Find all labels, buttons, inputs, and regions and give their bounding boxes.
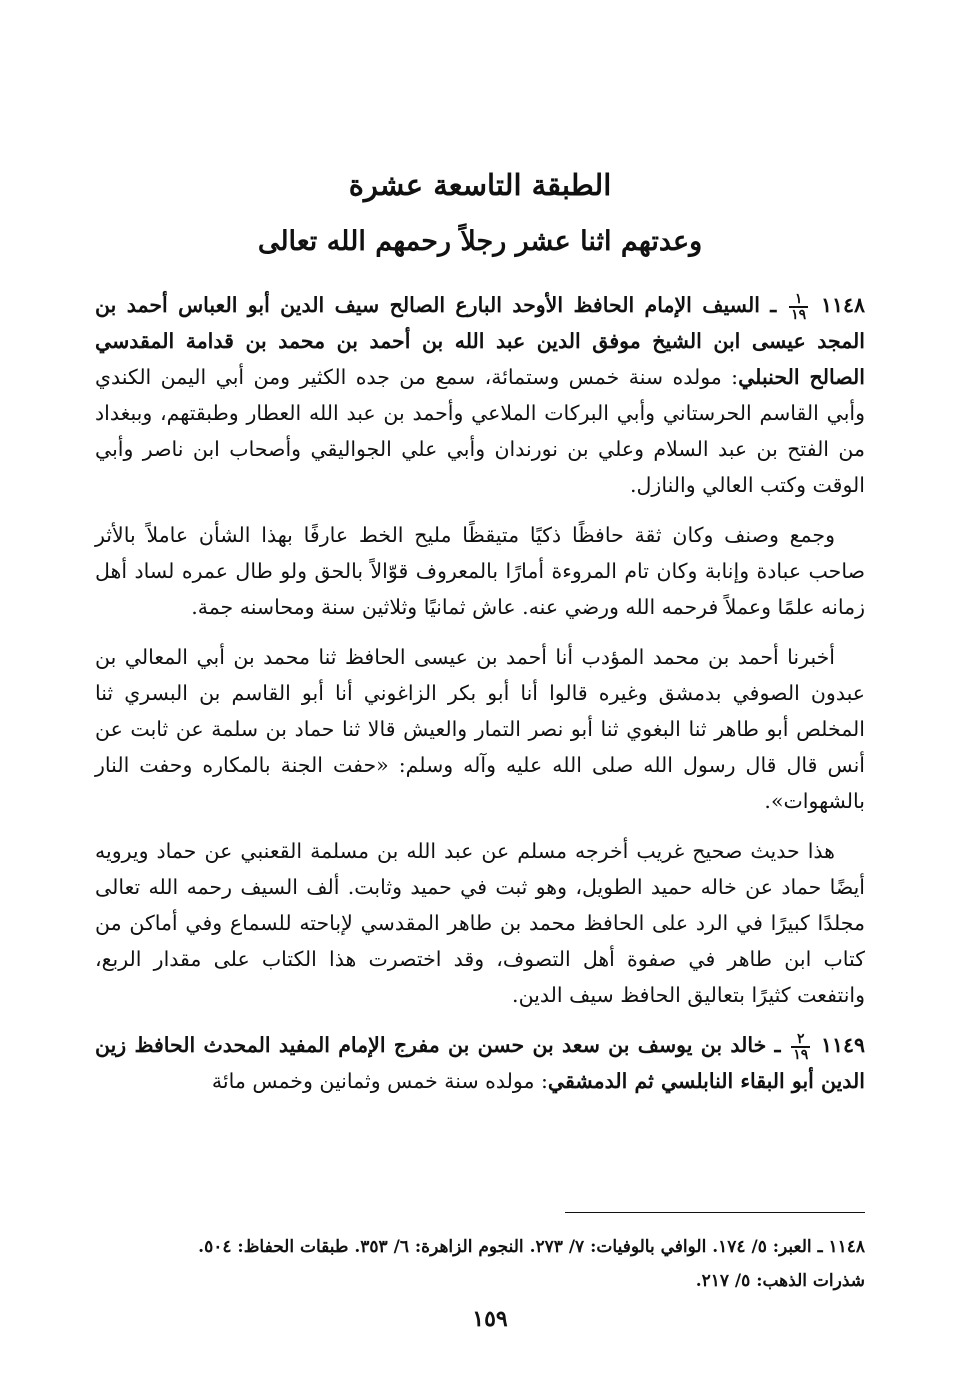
entry-1148 (95, 287, 865, 503)
paragraph-description: وجمع وصنف وكان ثقة حافظًا ذكيًا متيقظًا مليح الخط عارفًا بهذا الشأن عاملاً بالأثر صاحب عبادة وإنابة وكان تام المروءة أمارًا بالمعروف قوّالاً بالحق ولو طال عمره لساد أهل زمانه علمًا وعملاً فرحمه الله ورضي عنه. عاش ثمانيًا وثلاثين سنة ومحاسنه جمة. (95, 523, 865, 619)
section-subtitle: وعدتهم اثنا عشر رجلاً رحمهم الله تعالى (257, 226, 703, 257)
fraction-denominator: ١٩ (793, 1046, 809, 1063)
entry-body: : مولده سنة خمس وستمائة، سمع من جده الكثير ومن أبي اليمن الكندي وأبي القاسم الحرستاني وأبي البركات الملاعي وأحمد بن عبد الله العطار وطبقتهم، وببغداد من الفتح بن عبد السلام وعلي بن نورندان وأبي علي الجواليقي وأصحاب ابن ناصر وأبي الوقت وكتب العالي والنازل. (95, 365, 865, 497)
fraction-denominator: ١٩ (791, 306, 807, 323)
footnotes (95, 1212, 865, 1298)
page-number: ١٥٩ (472, 1306, 508, 1332)
entry-name: ـ السيف الإمام الحافظ الأوحد البارع الصالح سيف الدين أبو العباس أحمد بن المجد عيسى ابن الشيخ موفق الدين عبد الله بن أحمد بن محمد بن قدامة المقدسي الصالح الحنبلي (95, 293, 865, 389)
entry-number: ١١٤٩ (820, 1033, 865, 1057)
entry-body: : مولده سنة خمس وثمانين وخمس مائة (211, 1069, 548, 1093)
section-title: الطبقة التاسعة عشرة (348, 168, 612, 202)
page-body (95, 160, 865, 1113)
entry-fraction (789, 292, 808, 322)
footnote-line: ١١٤٨ ـ العبر: ٥/ ١٧٤. الوافي بالوفيات: ٧/ ٢٧٣. النجوم الزاهرة: ٦/ ٣٥٣. طبقات الحفاظ: ٥٠٤. (198, 1237, 865, 1257)
footnote-line: شذرات الذهب: ٥/ ٢١٧. (695, 1271, 865, 1291)
entry-name: ـ خالد بن يوسف بن سعد بن حسن بن مفرج الإمام المفيد المحدث الحافظ زين الدين أبو البقاء النابلسي ثم الدمشقي (95, 1033, 865, 1093)
entry-number: ١١٤٨ (820, 293, 865, 317)
entry-fraction (791, 1032, 810, 1062)
entry-1149 (95, 1027, 865, 1099)
fraction-numerator: ١ (789, 292, 808, 308)
paragraph-commentary: هذا حديث صحيح غريب أخرجه مسلم عن عبد الله بن مسلمة القعنبي عن حماد ويرويه أيضًا حماد عن خاله حميد الطويل، وهو ثبت في حميد وثابت. ألف السيف رحمه الله تعالى مجلدًا كبيرًا في الرد على الحافظ محمد بن طاهر المقدسي لإباحته للسماع وفي أماكن من كتاب ابن طاهر في صفوة أهل التصوف، وقد اختصرت هذا الكتاب على مقدار الربع، وانتفعت كثيرًا بتعاليق الحافظ سيف الدين. (95, 839, 865, 1007)
paragraph-hadith-chain: أخبرنا أحمد بن محمد المؤدب أنا أحمد بن عيسى الحافظ ثنا محمد بن أبي المعالي بن عبدون الصوفي بدمشق وغيره قالوا أنا أبو بكر الزاغوني أنا أبو القاسم بن البسري ثنا المخلص أبو طاهر ثنا البغوي ثنا أبو نصر التمار والعيش قالا ثنا حماد بن سلمة عن ثابت عن أنس قال قال رسول الله صلى الله عليه وآله وسلم: «حفت الجنة بالمكاره وحفت النار بالشهوات». (95, 645, 865, 813)
fraction-numerator: ٢ (791, 1032, 810, 1048)
footnote-divider (565, 1212, 865, 1213)
